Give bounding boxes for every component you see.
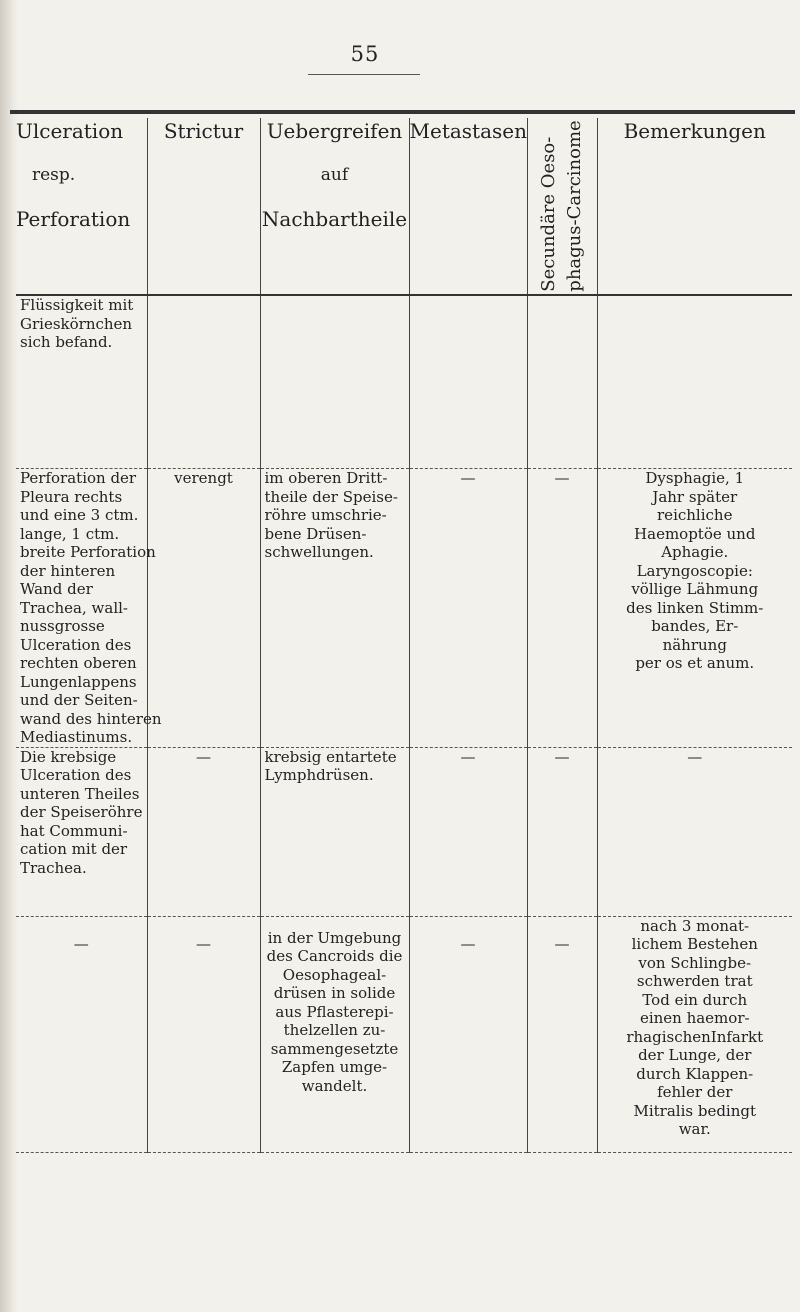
cell-line: Pleura rechts: [20, 487, 123, 506]
cell-line: lange, 1 ctm.: [20, 524, 120, 543]
header-row: [16, 118, 792, 295]
cell-bemerkungen: [597, 916, 792, 1152]
cell-secundaere: —: [527, 747, 597, 916]
header-bemerkungen: Bemerkungen: [597, 118, 792, 295]
cell-bemerkungen: [597, 295, 792, 469]
cell-line: thelzellen zu-: [283, 1021, 386, 1039]
cell-line: nährung: [662, 635, 727, 654]
cell-value: —: [460, 934, 476, 953]
page-number: 55: [350, 42, 380, 66]
cell-line: —: [73, 934, 89, 953]
cell-line: völlige Lähmung: [631, 580, 759, 598]
cell-line: fehler der: [657, 1083, 733, 1101]
cell-uebergreifen: [260, 747, 409, 916]
cell-metastasen: —: [409, 469, 527, 748]
table-row: [16, 916, 792, 1152]
cell-line: von Schlingbe-: [638, 953, 752, 972]
header-metastasen: Metastasen: [409, 118, 527, 295]
cell-uebergreifen: [260, 295, 409, 469]
cell-line: Lymphdrüsen.: [264, 766, 374, 784]
cell-line: rhagischenInfarkt: [626, 1027, 764, 1046]
cell-line: lichem Bestehen: [631, 935, 758, 953]
cell-line: Grieskörnchen: [20, 314, 133, 333]
cell-line: des Cancroids die: [266, 947, 403, 965]
table-row: [16, 747, 792, 916]
page-number-rule: [308, 74, 420, 75]
cell-value: —: [196, 934, 211, 953]
cell-line: theile der Speise-: [264, 487, 398, 506]
cell-ulceration: [16, 295, 147, 469]
cell-line: nach 3 monat-: [640, 916, 750, 935]
cell-uebergreifen: [260, 469, 409, 748]
cell-ulceration: [16, 916, 147, 1152]
header-strictur: Strictur: [147, 118, 260, 295]
header-ulceration-line-3: Perforation: [16, 207, 131, 231]
cell-value: —: [554, 934, 570, 953]
cell-line: und der Seiten-: [20, 691, 138, 709]
header-uebergreifen-line-1: Uebergreifen: [266, 119, 403, 143]
header-ulceration: [16, 118, 147, 295]
table-row: [16, 295, 792, 469]
cell-line: röhre umschrie-: [264, 506, 387, 524]
cell-line: Haemoptöe und: [634, 524, 756, 543]
header-secundaere-line-2: phagus-Carcinome: [564, 120, 585, 292]
cell-line: —: [687, 747, 703, 766]
cell-line: der Lunge, der: [638, 1046, 752, 1064]
cell-line: Wand der: [20, 580, 93, 598]
table-top-rule: [10, 110, 795, 114]
cell-line: cation mit der: [20, 840, 128, 858]
cell-line: sich befand.: [20, 333, 113, 351]
cell-line: Die krebsige: [20, 747, 117, 766]
cell-secundaere: [527, 916, 597, 1152]
cell-line: breite Perforation: [20, 543, 156, 561]
cell-line: Dysphagie, 1: [645, 469, 745, 487]
cell-line: Ulceration des: [20, 766, 132, 784]
cell-metastasen: [409, 916, 527, 1152]
cell-line: der Speiseröhre: [20, 803, 143, 821]
cell-line: Tod ein durch: [642, 990, 748, 1009]
cell-line: unteren Theiles: [20, 784, 140, 803]
cell-strictur: [147, 295, 260, 469]
cell-metastasen: [409, 295, 527, 469]
header-ulceration-line-2: resp.: [32, 165, 76, 185]
cell-line: Trachea, wall-: [20, 598, 128, 617]
cell-line: krebsig entartete: [264, 747, 397, 766]
cell-line: Lungenlappens: [20, 672, 137, 691]
cell-line: in der Umgebung: [267, 928, 402, 947]
cell-strictur: [147, 916, 260, 1152]
cell-line: Perforation der: [20, 469, 137, 487]
cell-line: per os et anum.: [635, 654, 755, 672]
cell-line: einen haemor-: [639, 1009, 750, 1027]
cell-ulceration: [16, 747, 147, 916]
cell-line: war.: [678, 1120, 711, 1138]
cell-line: nussgrosse: [20, 617, 105, 635]
cell-uebergreifen: [260, 916, 409, 1152]
cell-line: der hinteren: [20, 561, 116, 580]
cell-line: im oberen Dritt-: [264, 469, 388, 487]
cell-line: rechten oberen: [20, 654, 137, 672]
cell-bemerkungen: [597, 469, 792, 748]
cell-line: bandes, Er-: [651, 617, 739, 635]
cell-secundaere: —: [527, 469, 597, 748]
cell-line: bene Drüsen-: [264, 524, 367, 543]
cell-line: Jahr später: [652, 487, 738, 506]
table-row: [16, 469, 792, 748]
cell-line: durch Klappen-: [636, 1064, 754, 1083]
cell-line: drüsen in solide: [273, 984, 396, 1002]
header-uebergreifen-line-3: Nachbartheile: [261, 207, 408, 231]
cell-line: und eine 3 ctm.: [20, 506, 139, 524]
cell-line: des linken Stimm-: [626, 598, 764, 617]
cell-line: schwellungen.: [264, 543, 374, 561]
cell-line: schwerden trat: [636, 972, 753, 990]
cell-line: aus Pflasterepi-: [275, 1002, 394, 1021]
cell-line: wandelt.: [301, 1076, 368, 1095]
cell-line: Mediastinums.: [20, 728, 133, 746]
cell-line: wand des hinteren: [20, 709, 162, 728]
cell-line: sammengesetzte: [270, 1039, 399, 1058]
cell-line: hat Communi-: [20, 821, 128, 840]
header-secundaere-line-1: Secundäre Oeso-: [538, 136, 559, 292]
cell-strictur: verengt: [147, 469, 260, 748]
header-ulceration-line-1: Ulceration: [16, 119, 124, 143]
cell-line: reichliche: [657, 506, 733, 524]
cell-line: Aphagie.: [661, 543, 729, 561]
cell-line: Ulceration des: [20, 635, 132, 654]
cell-line: Mitralis bedingt: [633, 1101, 757, 1120]
findings-table: [16, 118, 792, 1153]
cell-line: Laryngoscopie:: [636, 561, 753, 580]
header-uebergreifen: [260, 118, 409, 295]
cell-ulceration: [16, 469, 162, 748]
cell-strictur: —: [147, 747, 260, 916]
cell-line: Flüssigkeit mit: [20, 296, 134, 314]
header-secundaere-carcinome: [527, 118, 597, 295]
cell-line: Trachea.: [20, 858, 87, 877]
cell-line: Oesophageal-: [282, 965, 387, 984]
cell-line: Zapfen umge-: [281, 1058, 388, 1076]
cell-bemerkungen: [597, 747, 792, 916]
cell-metastasen: —: [409, 747, 527, 916]
cell-secundaere: [527, 295, 597, 469]
header-uebergreifen-line-2: auf: [320, 165, 349, 185]
